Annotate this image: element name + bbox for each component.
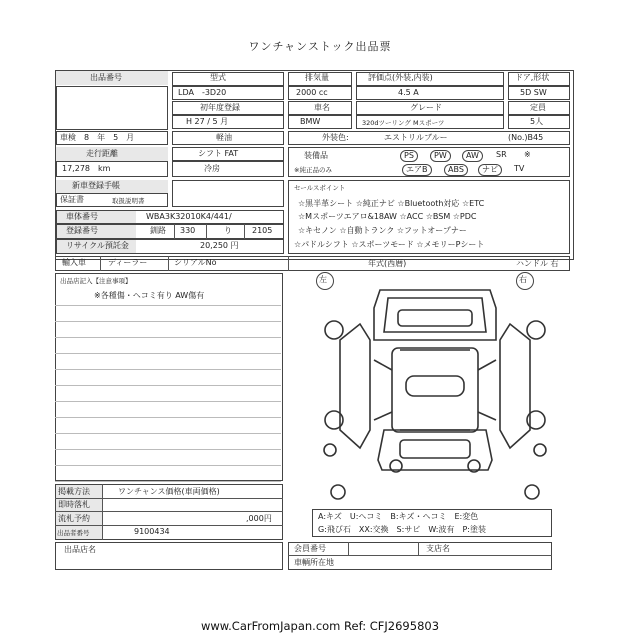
member-no-label: 会員番号 [294,544,326,553]
vin-label: 車体番号 [66,212,98,221]
door-label: ドア,形状 [515,73,550,82]
grade-label: グレード [410,103,442,112]
sales-point-1: ☆黒半革シート ☆純正ナビ ☆Bluetooth対応 ☆ETC [298,199,485,208]
displacement-value: 2000 cc [296,88,328,97]
car-left-side-outline [340,324,370,448]
first-reg-label: 初年度登録 [200,103,240,112]
first-reg-value: H 27 / 5 月 [186,117,229,126]
car-damage-diagram [300,280,570,510]
reserve-value: ,000円 [246,514,272,523]
legend-row-1: A:キズ U:ヘコミ B:キズ・ヘコミ E:変色 [318,512,479,521]
color-label: 外装色: [322,133,349,142]
car-roof-outline [392,348,478,432]
capacity-label: 定員 [530,103,546,112]
plate-office: 釧路 [150,226,166,235]
plate-kana: り [224,226,232,235]
import-label: 輸入車 [62,258,86,267]
handle-label: ハンドル 右 [516,259,559,268]
car-rear-outline [378,430,492,470]
warranty-label: 保証書 [60,195,84,204]
equipment-row-2 [402,164,562,176]
listing-method-value: ワンチャンス価格(車両価格) [118,487,220,496]
car-location-label: 車輌所在地 [294,558,334,567]
recycle-label: リサイクル預託金 [66,241,129,250]
grade-value: 320dツーリング Mスポーツ [362,119,445,127]
equip-note-mark: ※ [524,150,531,159]
equip-sr: SR [496,150,507,159]
equip-ps: PS [400,150,418,162]
door-value: 5D SW [520,88,547,97]
notes-text: ※各種傷・ヘコミ有り AW傷有 [94,291,205,300]
grade-score-label: 評価点(外装,内装) [368,73,433,82]
model-label: 型式 [210,73,226,82]
plate-label: 登録番号 [66,226,98,235]
mileage-label: 走行距離 [86,149,118,158]
maker-label: 車名 [314,103,330,112]
car-right-side-outline [500,324,530,448]
maker-value: BMW [300,117,321,126]
sales-point-2: ☆Mスポーツエアロ&18AW ☆ACC ☆BSM ☆PDC [298,212,477,221]
stock-no-label: 出品番号 [90,73,122,82]
new-car-book-label: 新車登録手帳 [72,181,120,190]
notes-label: 出品店記入【注意事項】 [60,277,132,285]
equip-pw: PW [430,150,451,162]
inspection-value: 車検 8 年 5 月 [60,133,135,142]
equipment-note: ※純正品のみ [294,166,332,174]
page-title: ワンチャンストック出品票 [248,40,392,53]
equipment-row-1 [400,150,560,162]
right-side-label: 右 [519,275,527,284]
reserve-label: 流札予約 [58,514,90,523]
equip-aw: AW [462,150,483,162]
serial-label: シリアルNo [174,258,217,267]
plate-class: 330 [180,226,196,235]
listing-method-label: 掲載方法 [58,487,90,496]
model-value: LDA -3D20 [178,88,227,97]
branch-label: 支店名 [426,544,450,553]
sales-point-3: ☆キセノン ☆自動トランク ☆フットオープナー [298,226,467,235]
import-dealer: ディーラー [108,258,148,267]
grade-score-value: 4.5 A [398,88,419,97]
manual-label: 取扱説明書 [112,197,145,205]
color-no-value: (No.)B45 [508,133,544,142]
equip-tv: TV [514,164,525,173]
vin-value: WBA3K32010K4/441/ [146,212,232,221]
sales-points-label: セールスポイント [294,184,346,192]
ac-value: 冷房 [204,164,220,173]
closing-label: 即時落札 [58,500,90,509]
model-year-label: 年式(西暦) [368,259,407,268]
footer-watermark: www.CarFromJapan.com Ref: CFJ2695803 [200,619,440,633]
equipment-label: 装備品 [304,151,328,160]
color-value: エストリルブルー [384,133,448,142]
left-side-label: 左 [319,275,327,284]
plate-number: 2105 [252,226,273,235]
member-number-value: 9100434 [134,527,170,536]
equip-navi: ナビ [478,164,502,176]
shop-name-label: 出品店名 [64,545,96,554]
sales-point-4: ☆パドルシフト ☆スポーツモード ☆メモリーPシート [294,240,485,249]
legend-row-2: G:飛び石 XX:交換 S:サビ W:波有 P:塗装 [318,525,486,534]
capacity-value: 5人 [530,117,544,126]
recycle-value: 20,250 円 [200,241,239,250]
equip-airbag: エアB [402,164,432,176]
fuel-label: 軽油 [216,133,232,142]
shift-value: シフト FAT [198,149,239,158]
mileage-value: 17,278 km [62,164,111,173]
member-number-label: 出品者番号 [57,529,90,537]
equip-abs: ABS [444,164,468,176]
displacement-label: 排気量 [305,73,329,82]
